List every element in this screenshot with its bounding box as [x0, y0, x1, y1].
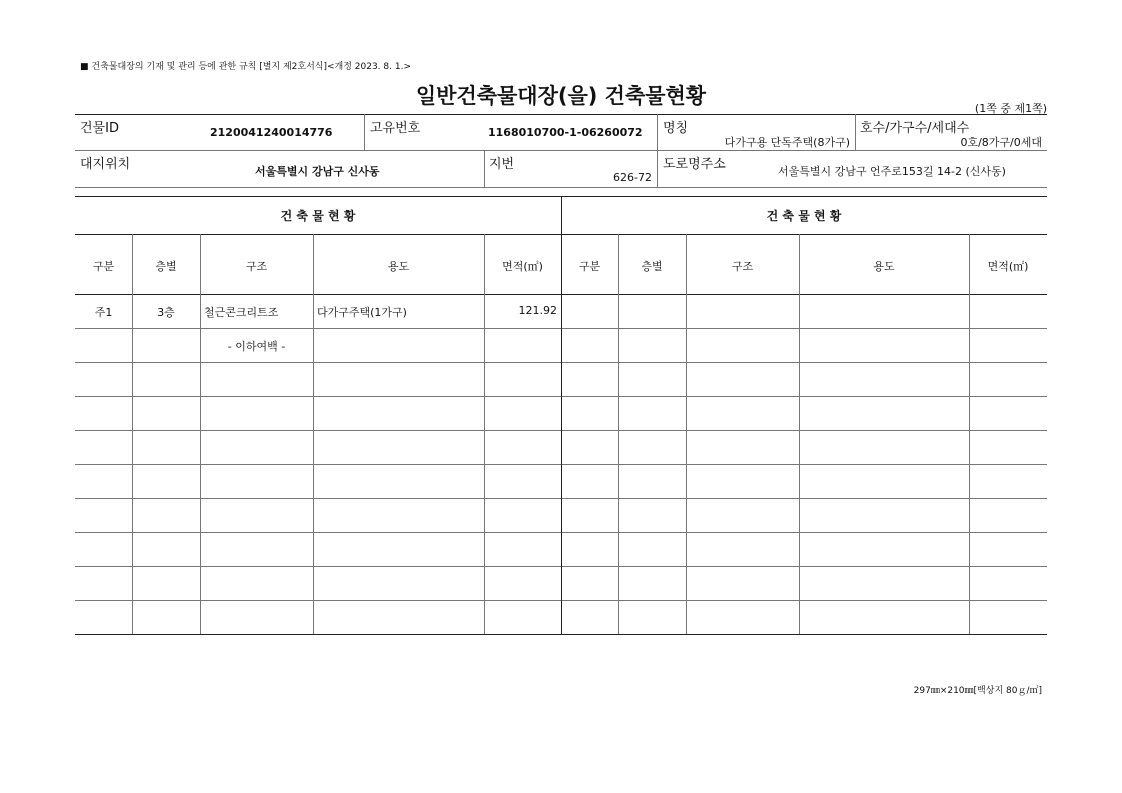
- col-line: [686, 234, 687, 634]
- col-header-structure: 구조: [731, 260, 754, 273]
- col-header-area: 면적(㎡): [987, 260, 1029, 273]
- cell-division: 주1: [94, 306, 113, 319]
- info-bottom-border: [75, 187, 1047, 188]
- lot-label: 지번: [489, 157, 515, 172]
- name-value: 다가구용 단독주택(8가구): [724, 136, 850, 149]
- info-top-border: [75, 114, 1047, 115]
- col-header-floor: 층별: [155, 260, 177, 273]
- col-line: [200, 234, 201, 634]
- legal-note-text: 건축물대장의 기재 및 관리 등에 관한 규칙 [별지 제2호서식]<개정 2023. 8. 1.>: [91, 62, 411, 72]
- square-bullet-icon: ■: [80, 62, 89, 72]
- road-address-label: 도로명주소: [663, 157, 726, 172]
- cell-structure: 철근콘크리트조: [204, 306, 279, 319]
- info-divider: [484, 150, 485, 187]
- site-label: 대지위치: [80, 157, 131, 172]
- unique-no-label: 고유번호: [370, 121, 421, 136]
- col-header-division: 구분: [92, 260, 115, 273]
- cell-area: 121.92: [518, 304, 557, 317]
- col-header-floor: 층별: [641, 260, 663, 273]
- page-title: 일반건축물대장(을) 건축물현황: [415, 84, 707, 108]
- col-line: [132, 234, 133, 634]
- info-divider: [364, 114, 365, 150]
- site-value: 서울특별시 강남구 신사동: [255, 165, 380, 178]
- col-line: [313, 234, 314, 634]
- col-line: [484, 234, 485, 634]
- col-header-division: 구분: [578, 260, 601, 273]
- info-mid-border: [75, 150, 1047, 151]
- road-address-value: 서울특별시 강남구 언주로153길 14-2 (신사동): [778, 165, 1006, 178]
- col-header-use: 용도: [387, 260, 410, 273]
- col-line: [799, 234, 800, 634]
- col-header-structure: 구조: [245, 260, 268, 273]
- col-header-use: 용도: [873, 260, 895, 273]
- section-title-right: 건 축 물 현 황: [766, 209, 842, 223]
- units-value: 0호/8가구/0세대: [960, 136, 1042, 149]
- table-bottom-border: [75, 634, 1047, 635]
- page-info: (1쪽 중 제1쪽): [974, 102, 1047, 115]
- cell-use: 다가구주택(1가구): [317, 306, 407, 319]
- name-label: 명칭: [663, 121, 689, 136]
- building-id-value: 2120041240014776: [210, 126, 333, 139]
- building-id-label: 건물ID: [80, 121, 119, 136]
- legal-note: [80, 59, 411, 72]
- cell-floor: 3층: [157, 306, 175, 319]
- lot-value: 626-72: [613, 171, 652, 184]
- col-line: [618, 234, 619, 634]
- section-title-left: 건 축 물 현 황: [280, 209, 356, 223]
- units-label: 호수/가구수/세대수: [860, 121, 970, 136]
- col-header-area: 면적(㎡): [502, 260, 543, 273]
- col-line: [969, 234, 970, 634]
- unique-no-value: 1168010700-1-06260072: [488, 126, 643, 139]
- cell-structure: - 이하여백 -: [227, 340, 286, 353]
- info-divider: [855, 114, 856, 150]
- paper-spec: 297㎜×210㎜[백상지 80ｇ/㎡]: [913, 686, 1042, 696]
- info-divider: [657, 114, 658, 187]
